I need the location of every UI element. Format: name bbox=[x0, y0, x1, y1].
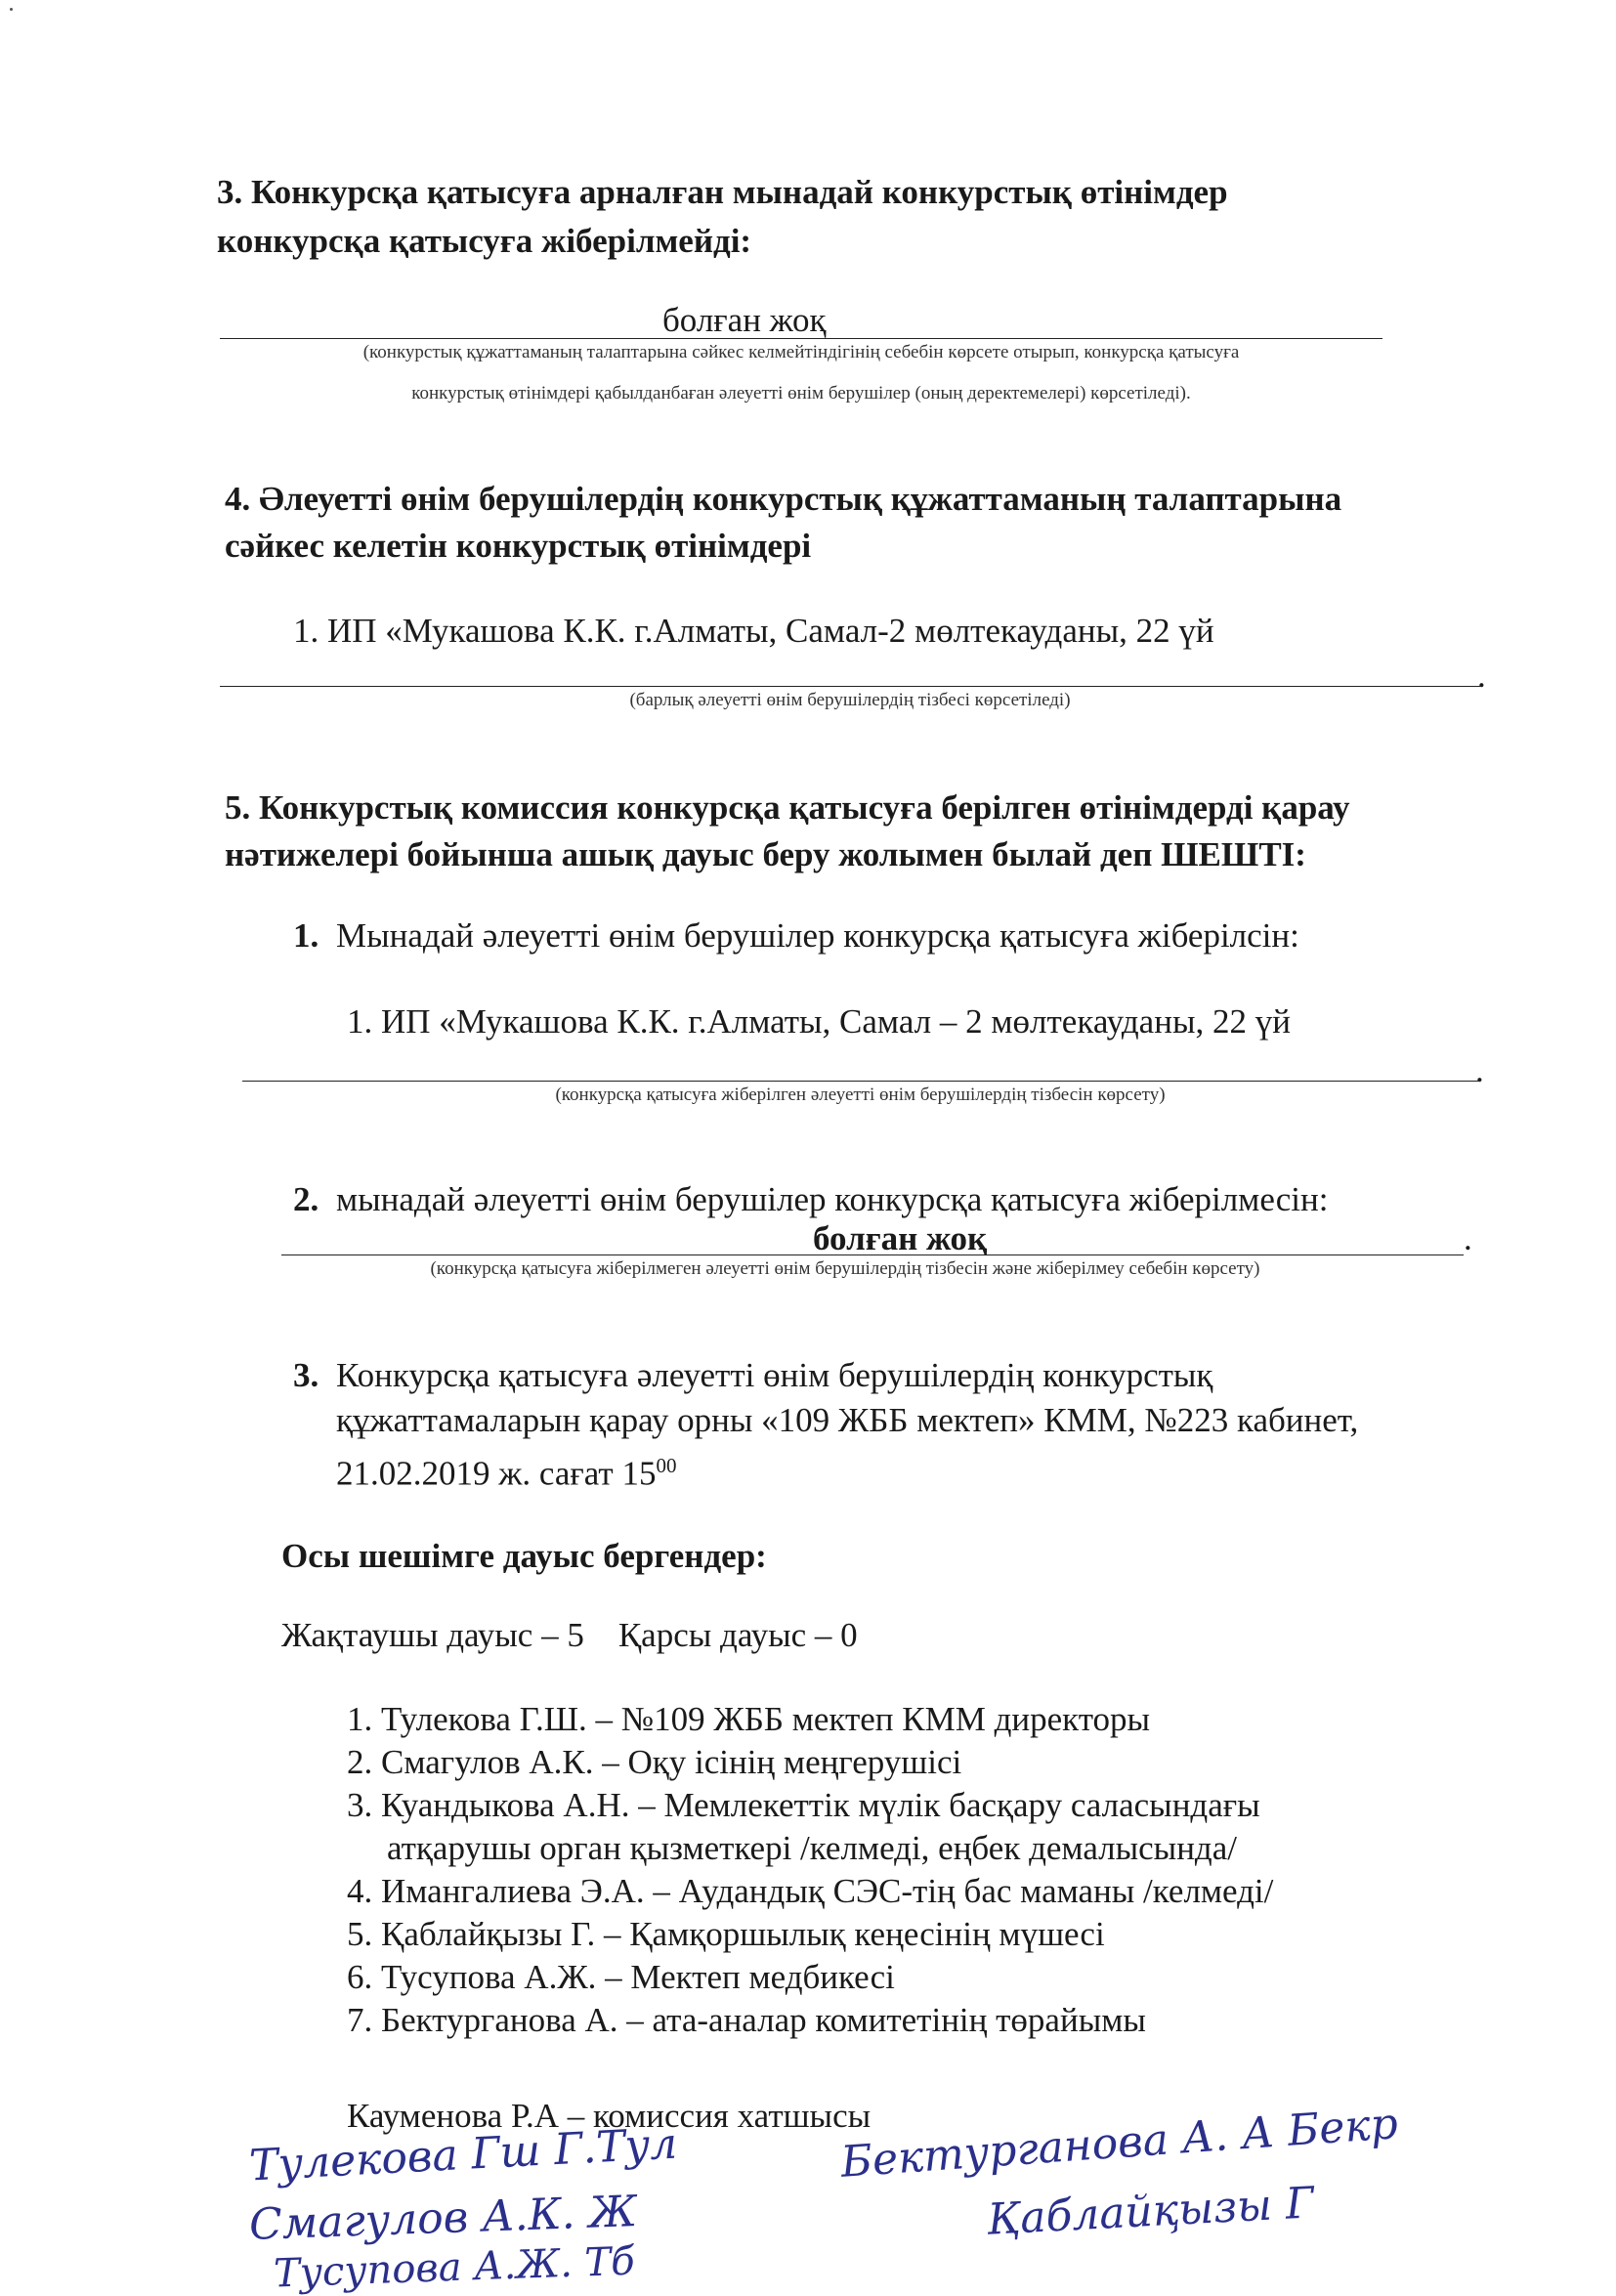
sec3-value: болған жоқ bbox=[662, 301, 827, 339]
member-list-item: 2. Смагулов А.К. – Оқу ісінің меңгерушісі bbox=[347, 1743, 962, 1781]
sec5-p1-item: 1. ИП «Мукашова К.К. г.Алматы, Самал – 2 мөлтекауданы, 22 үй bbox=[347, 1002, 1291, 1041]
sec3-heading-line1: 3. Конкурсқа қатысуға арналған мынадай конкурстық өтінімдер bbox=[217, 173, 1228, 211]
sec5-heading-line2: нәтижелері бойынша ашық дауыс беру жолымен былай деп ШЕШТІ: bbox=[225, 835, 1306, 873]
member-list-item: 4. Имангалиева Э.А. – Аудандық СЭС-тің бас маманы /келмеді/ bbox=[347, 1872, 1274, 1910]
sec3-caption-line2: конкурстық өтінімдері қабылданбаған әлеуетті өнім берушілер (оның деректемелері) көрсетіледі). bbox=[411, 383, 1191, 404]
sec4-caption: (барлық әлеуетті өнім берушілердің тізбесі көрсетіледі) bbox=[629, 690, 1071, 710]
sec5-p2-text: мынадай әлеуетті өнім берушілер конкурсқа қатысуға жіберілмесін: bbox=[336, 1180, 1329, 1218]
sec5-p3-minutes: 00 bbox=[656, 1454, 677, 1477]
votes-tally: Жақтаушы дауыс – 5 Қарсы дауыс – 0 bbox=[281, 1616, 858, 1654]
sec5-p1-number: 1. bbox=[293, 916, 319, 955]
signature-bekturganova: Бектурганова А. А Бекр bbox=[838, 2099, 1400, 2188]
member-list-item-continued: атқарушы орган қызметкері /келмеді, еңбек демалысында/ bbox=[387, 1829, 1237, 1867]
sec5-heading-line1: 5. Конкурстық комиссия конкурсқа қатысуға берілген өтінімдерді қарау bbox=[225, 788, 1350, 827]
sec5-p3-line2: құжаттамаларын қарау орны «109 ЖББ мектеп» КММ, №223 кабинет, bbox=[336, 1401, 1359, 1439]
sec4-heading-line1: 4. Әлеуетті өнім берушілердің конкурстық құжаттаманың талаптарына bbox=[225, 480, 1342, 518]
member-list-item: 3. Куандыкова А.Н. – Мемлекеттік мүлік басқару саласындағы bbox=[347, 1786, 1260, 1824]
member-list-item: 7. Бектурганова А. – ата-аналар комитетінің төрайымы bbox=[347, 2001, 1146, 2039]
sec5-p3-line3 bbox=[336, 1442, 676, 1498]
member-list-item: 6. Тусупова А.Ж. – Мектеп медбикесі bbox=[347, 1958, 895, 1996]
sec5-p3-datetime: 21.02.2019 ж. сағат 15 bbox=[336, 1454, 657, 1493]
sec5-p2-number: 2. bbox=[293, 1180, 319, 1218]
sec4-item: 1. ИП «Мукашова К.К. г.Алматы, Самал-2 мөлтекауданы, 22 үй bbox=[293, 612, 1214, 650]
sec3-heading-line2: конкурсқа қатысуға жіберілмейді: bbox=[217, 222, 752, 260]
member-list-item: 5. Қаблайқызы Г. – Қамқоршылық кеңесінің мүшесі bbox=[347, 1915, 1105, 1953]
signature-kablaikyzy: Қаблайқызы Г bbox=[985, 2178, 1316, 2245]
sec5-p1-text: Мынадай әлеуетті өнім берушілер конкурсқа қатысуға жіберілсін: bbox=[336, 916, 1299, 955]
sec5-p3-line1: Конкурсқа қатысуға әлеуетті өнім берушілердің конкурстық bbox=[336, 1356, 1213, 1394]
sec5-p2-caption: (конкурсқа қатысуға жіберілмеген әлеуетті өнім берушілердің тізбесін және жіберілмеу себебін көрсету) bbox=[430, 1258, 1260, 1279]
sec4-heading-line2: сәйкес келетін конкурстық өтінімдері bbox=[225, 527, 812, 565]
votes-heading: Осы шешімге дауыс бергендер: bbox=[281, 1537, 767, 1575]
sec5-p1-end-mark: . bbox=[1475, 1051, 1484, 1089]
signature-tulekova: Тулекова Гш Г.Тул bbox=[247, 2118, 679, 2191]
sec4-underline bbox=[220, 686, 1480, 687]
member-list-item: 1. Тулекова Г.Ш. – №109 ЖББ мектеп КММ директоры bbox=[347, 1700, 1151, 1738]
scan-dot bbox=[10, 8, 13, 11]
sec5-p1-underline bbox=[242, 1081, 1478, 1082]
sec5-p1-caption: (конкурсқа қатысуға жіберілген әлеуетті өнім берушілердің тізбесін көрсету) bbox=[555, 1084, 1166, 1105]
secretary-line: Кауменова Р.А – комиссия хатшысы bbox=[347, 2097, 872, 2135]
sec4-end-mark: . bbox=[1477, 657, 1486, 695]
signature-tusupova: Тусупова А.Ж. Тб bbox=[273, 2238, 636, 2296]
sec5-p2-end-mark: . bbox=[1464, 1219, 1472, 1257]
sec5-p3-number: 3. bbox=[293, 1356, 319, 1394]
signature-smagulov: Смагулов А.К. Ж bbox=[248, 2187, 638, 2250]
sec3-caption-line1: (конкурстық құжаттаманың талаптарына сәйкес келмейтіндігінің себебін көрсете отырып, конкурсқа қатысуға bbox=[362, 342, 1240, 362]
sec5-p2-value: болған жоқ bbox=[813, 1219, 988, 1257]
